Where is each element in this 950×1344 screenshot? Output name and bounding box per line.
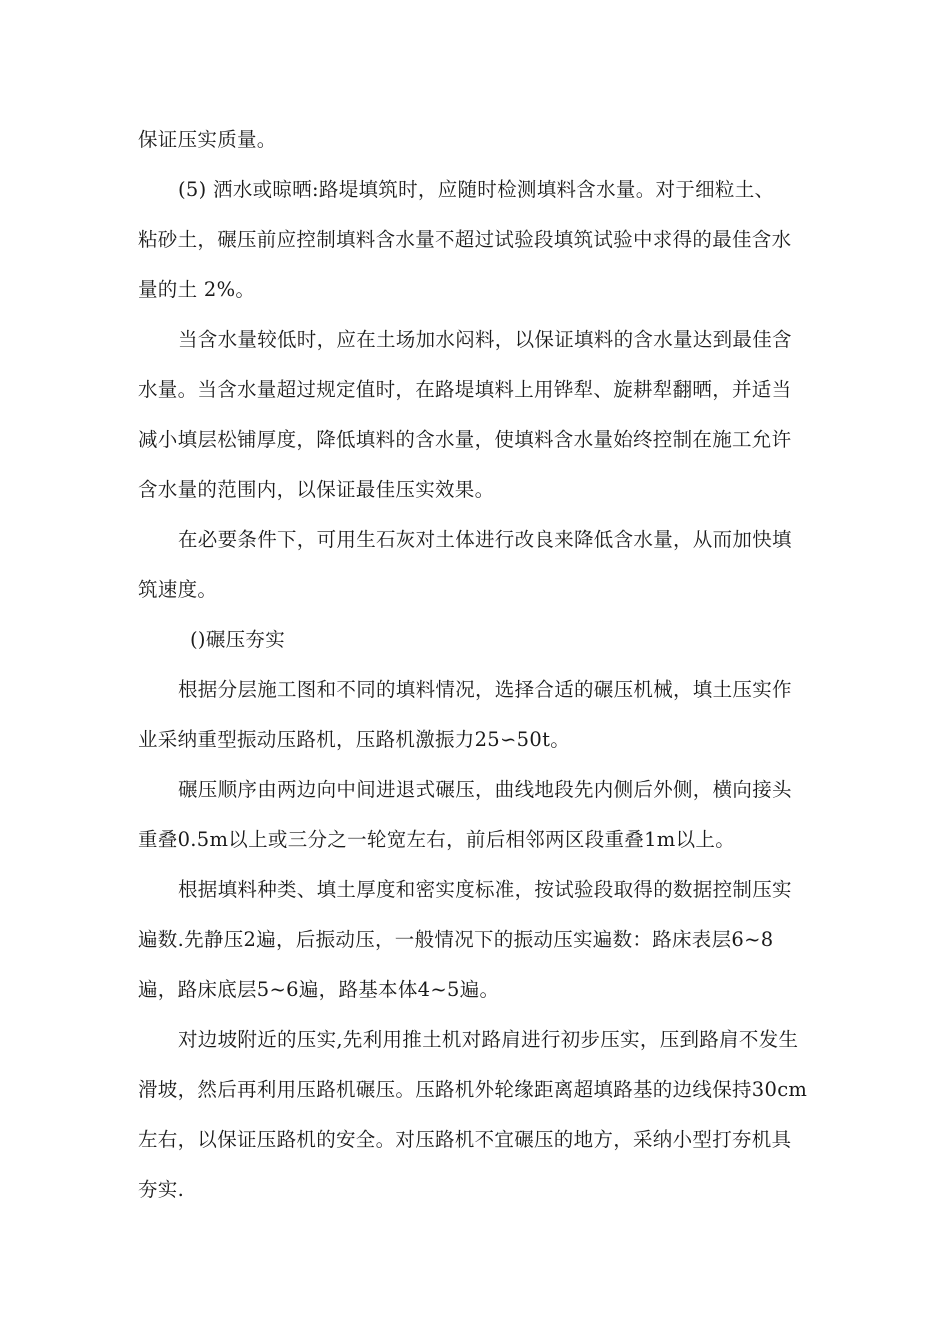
text-line: 根据填料种类、填土厚度和密实度标准，按试验段取得的数据控制压实 <box>178 878 792 901</box>
text-line: 量的土 2%。 <box>138 278 256 301</box>
text-line: 对边坡附近的压实,先利用推土机对路肩进行初步压实，压到路肩不发生 <box>178 1028 799 1051</box>
text-line: 水量。当含水量超过规定值时，在路堤填料上用铧犁、旋耕犁翻晒，并适当 <box>138 378 792 401</box>
text-line: 在必要条件下，可用生石灰对土体进行改良来降低含水量，从而加快填 <box>178 528 792 551</box>
text-line: 当含水量较低时，应在土场加水闷料，以保证填料的含水量达到最佳含 <box>178 328 792 351</box>
text-line: 筑速度。 <box>138 578 218 601</box>
text-line: 遍，路床底层5~6遍，路基本体4~5遍。 <box>138 978 500 1001</box>
text-line: 减小填层松铺厚度，降低填料的含水量，使填料含水量始终控制在施工允许 <box>138 428 792 451</box>
text-line: 粘砂土，碾压前应控制填料含水量不超过试验段填筑试验中求得的最佳含水 <box>138 228 792 251</box>
text-line: 重叠0.5m以上或三分之一轮宽左右，前后相邻两区段重叠1m以上。 <box>138 828 735 851</box>
text-line: 遍数.先静压2遍，后振动压，一般情况下的振动压实遍数：路床表层6~8 <box>138 928 774 951</box>
section-heading: ()碾压夯实 <box>190 628 286 651</box>
text-line: 碾压顺序由两边向中间进退式碾压，曲线地段先内侧后外侧，横向接头 <box>178 778 792 801</box>
text-line: 左右，以保证压路机的安全。对压路机不宜碾压的地方，采纳小型打夯机具 <box>138 1128 792 1151</box>
text-line: 夯实. <box>138 1178 185 1201</box>
text-line: (5) 洒水或晾晒:路堤填筑时，应随时检测填料含水量。对于细粒土、 <box>178 178 775 201</box>
text-line: 含水量的范围内，以保证最佳压实效果。 <box>138 478 495 501</box>
text-line: 业采纳重型振动压路机，压路机激振力25∽50t。 <box>138 728 571 751</box>
text-line: 滑坡，然后再利用压路机碾压。压路机外轮缘距离超填路基的边线保持30cm <box>138 1078 808 1101</box>
text-line: 根据分层施工图和不同的填料情况，选择合适的碾压机械，填土压实作 <box>178 678 792 701</box>
text-line: 保证压实质量。 <box>138 128 277 151</box>
